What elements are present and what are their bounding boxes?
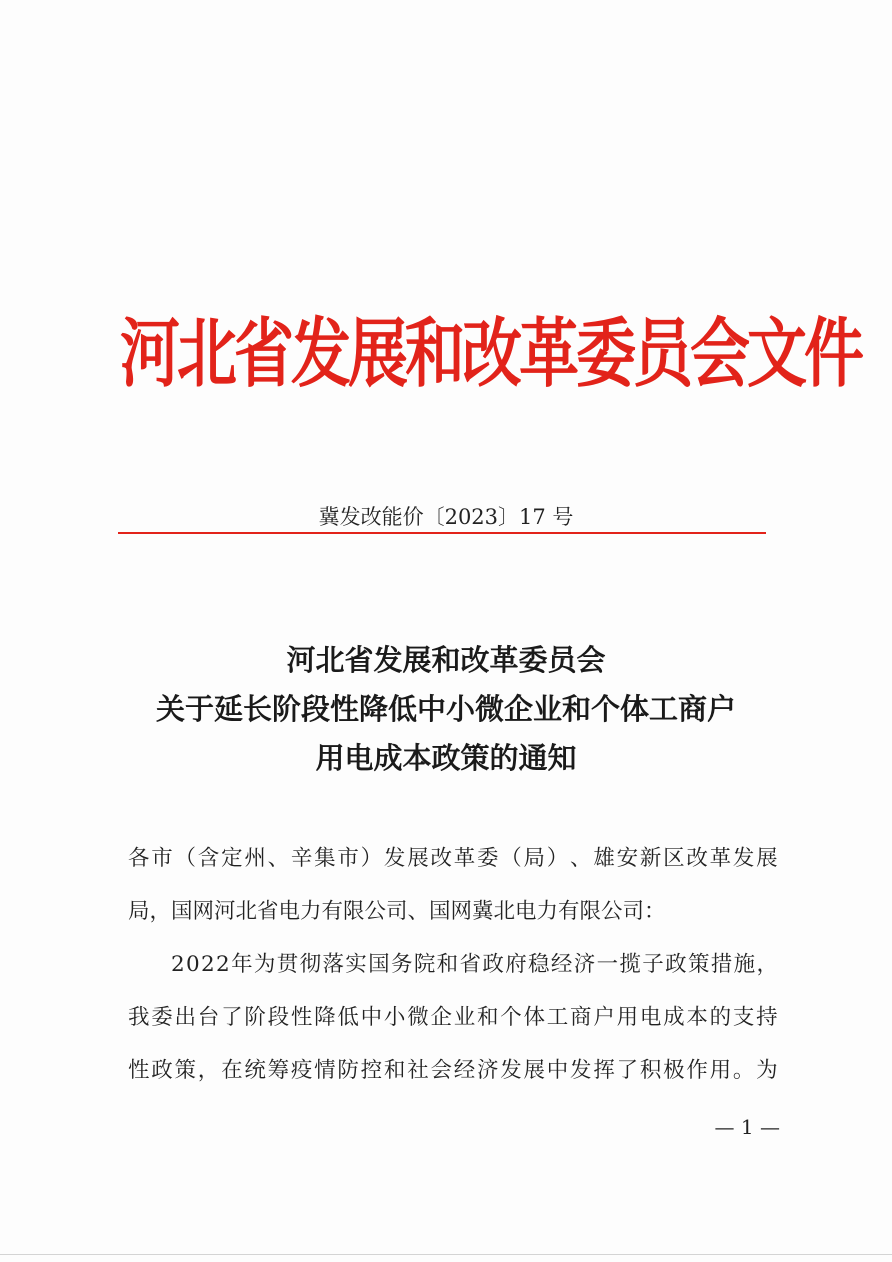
body-line-4: 我 委 出 台 了 阶 段 性 降 低 中 小 微 企 业 和 个 体 工 商 户 用 电 成 本 的 支 持 [128,1005,778,1030]
notice-title-line-2: 关于延长阶段性降低中小微企业和个体工商户 [155,692,736,726]
page-bottom-edge [0,1254,892,1255]
agency-header-title: 河北省发展和改革委员会文件 [120,310,861,399]
notice-title-line-1: 河北省发展和改革委员会 [286,643,606,677]
body-line-2: 局，国网河北省电力有限公司、国网冀北电力有限公司： [128,899,666,924]
body-text [128,838,778,1103]
body-line-1: 各 市 （ 含 定 州 、 辛 集 市 ） 发 展 改 革 委 （ 局 ） 、 雄 安 新 区 改 革 发 展 [128,846,778,871]
notice-title [100,636,792,783]
red-separator-line [118,532,766,534]
body-line-3: 2 0 2 2 年 为 贯 彻 落 实 国 务 院 和 省 政 府 稳 经 济 一 揽 子 政 策 措 施 ， [171,952,778,977]
document-number: 冀发改能价〔2023〕17 号 [318,505,574,529]
page-number: — 1 — [714,1115,780,1139]
body-line-5: 性 政 策 ， 在 统 筹 疫 情 防 控 和 社 会 经 济 发 展 中 发 挥 了 积 极 作 用 。 为 [128,1058,778,1083]
notice-title-line-3: 用电成本政策的通知 [315,741,577,775]
